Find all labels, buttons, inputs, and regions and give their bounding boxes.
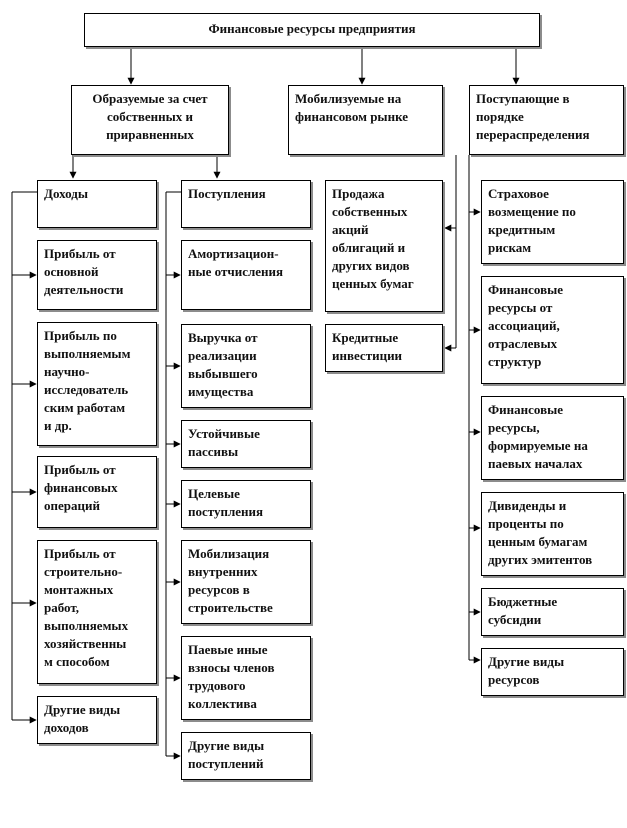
market-item-1: Продажа собственных акций облигаций и других видов ценных бумаг (325, 180, 443, 312)
root-box: Финансовые ресурсы предприятия (84, 13, 540, 47)
income-item-1: Прибыль от основной деятельности (37, 240, 157, 310)
market-item-2: Кредитные инвестиции (325, 324, 443, 372)
receipts-item-6: Паевые иные взносы членов трудового коллектива (181, 636, 311, 720)
income-item-4: Прибыль от строительно- монтажных работ, выполняемых хозяйственны м способом (37, 540, 157, 684)
receipts-item-5: Мобилизация внутренних ресурсов в строительстве (181, 540, 311, 624)
receipts-item-4: Целевые поступления (181, 480, 311, 528)
receipts-item-3: Устойчивые пассивы (181, 420, 311, 468)
redistribution-item-1: Страховое возмещение по кредитным рискам (481, 180, 624, 264)
income-item-3: Прибыль от финансовых операций (37, 456, 157, 528)
income-item-2: Прибыль по выполняемым научно- исследователь ским работам и др. (37, 322, 157, 446)
redistribution-item-6: Другие виды ресурсов (481, 648, 624, 696)
redistribution-item-4: Дивиденды и проценты по ценным бумагам других эмитентов (481, 492, 624, 576)
redistribution-item-5: Бюджетные субсидии (481, 588, 624, 636)
receipts-item-7: Другие виды поступлений (181, 732, 311, 780)
redistribution-item-2: Финансовые ресурсы от ассоциаций, отраслевых структур (481, 276, 624, 384)
receipts-header: Поступления (181, 180, 311, 228)
own-funds-header: Образуемые за счет собственных и приравненных (71, 85, 229, 155)
market-header: Мобилизуемые на финансовом рынке (288, 85, 443, 155)
receipts-item-1: Амортизацион- ные отчисления (181, 240, 311, 310)
receipts-item-2: Выручка от реализации выбывшего имущества (181, 324, 311, 408)
income-item-5: Другие виды доходов (37, 696, 157, 744)
income-header: Доходы (37, 180, 157, 228)
redistribution-item-3: Финансовые ресурсы, формируемые на паевых началах (481, 396, 624, 480)
redistribution-header: Поступающие в порядке перераспределения (469, 85, 624, 155)
